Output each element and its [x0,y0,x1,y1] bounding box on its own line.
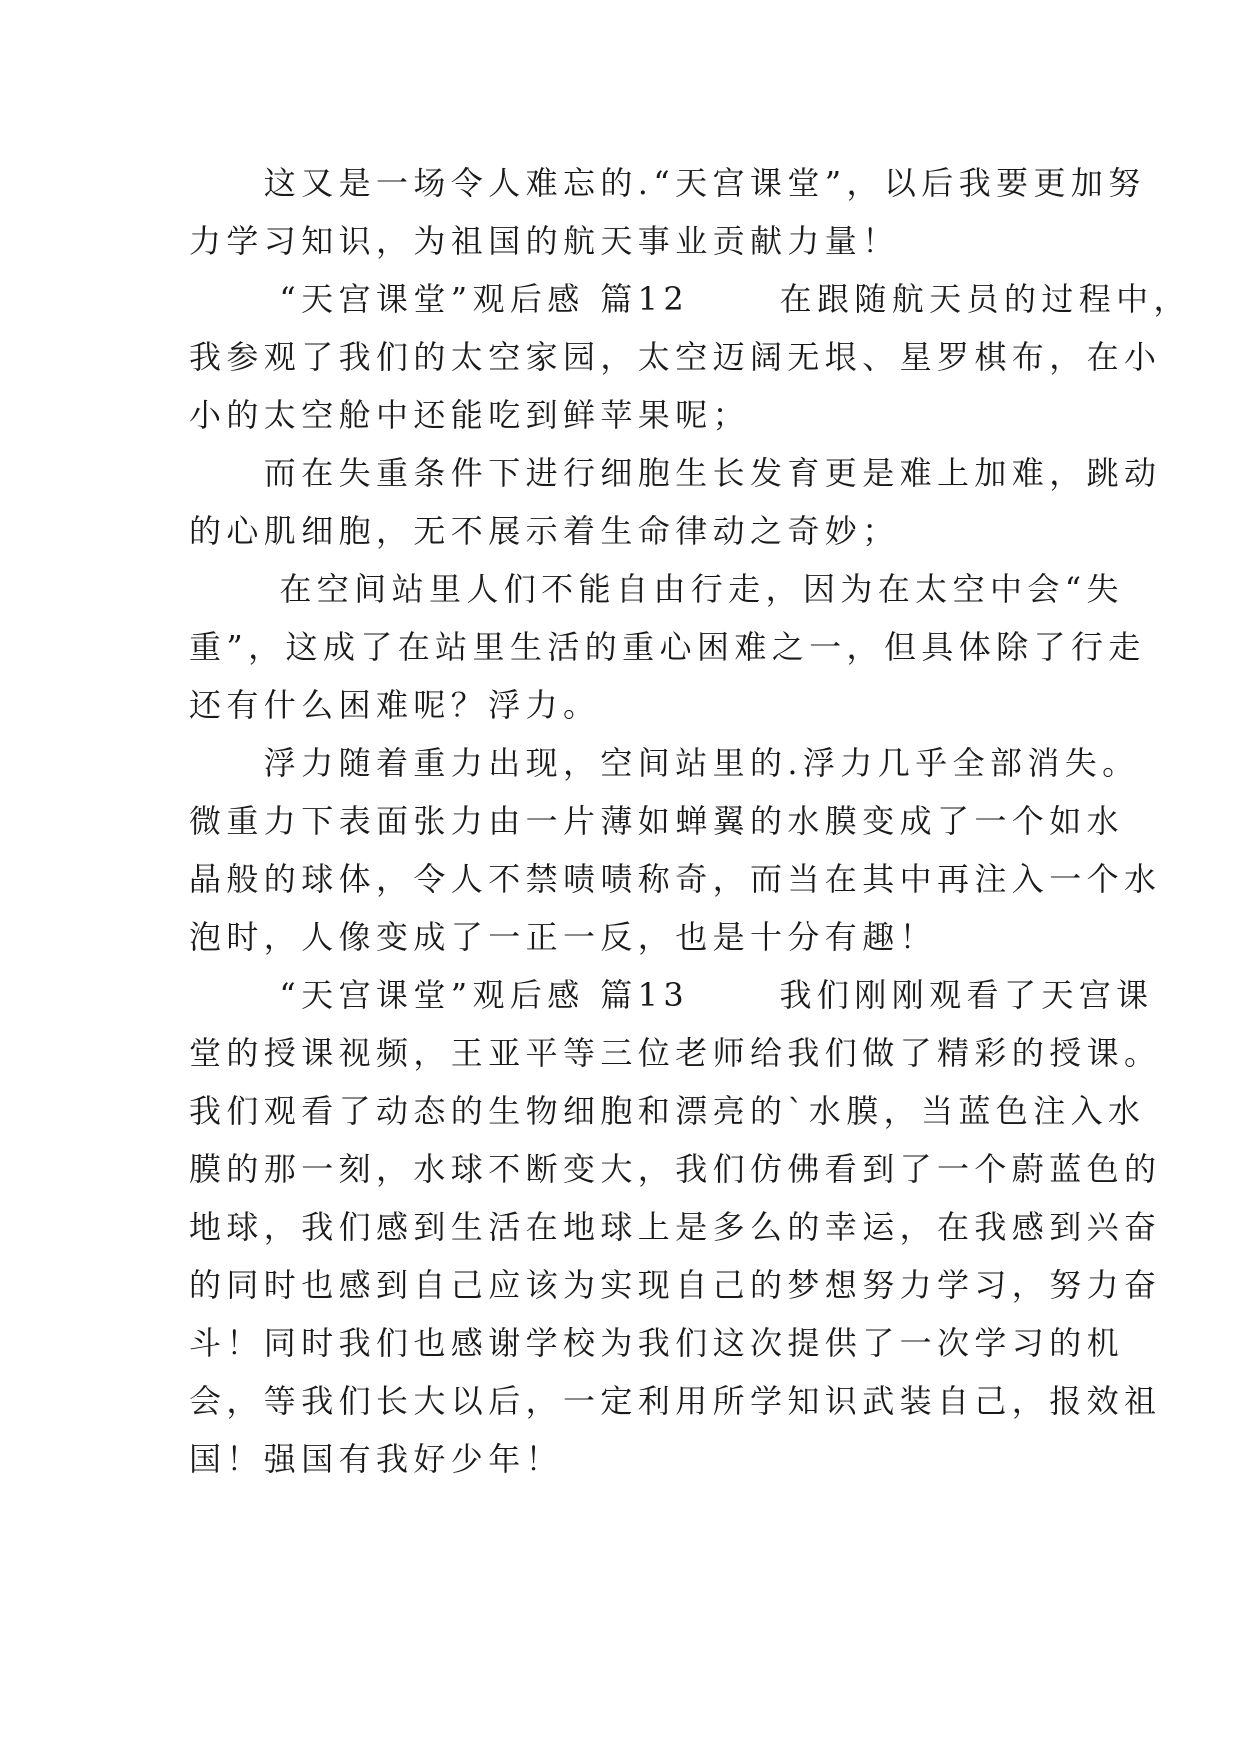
text-line: 膜的那一刻，水球不断变大，我们仿佛看到了一个蔚蓝色的 [189,1150,1162,1188]
text-line: 小的太空舱中还能吃到鲜苹果呢； [189,396,751,434]
text-line: 我们观看了动态的生物细胞和漂亮的`水膜，当蓝色注入水 [189,1092,1146,1130]
text-line: 地球，我们感到生活在地球上是多么的幸运，在我感到兴奋 [189,1208,1162,1246]
text-line: 浮力随着重力出现，空间站里的.浮力几乎全部消失。 [189,744,1140,782]
text-line: 而在失重条件下进行细胞生长发育更是难上加难，跳动 [189,454,1162,492]
text-line: 力学习知识，为祖国的航天事业贡献力量！ [189,222,900,260]
text-line: 晶般的球体，令人不禁啧啧称奇，而当在其中再注入一个水 [189,860,1162,898]
text-line: 的同时也感到自己应该为实现自己的梦想努力学习，努力奋 [189,1266,1162,1304]
text-line: 这又是一场令人难忘的.“天宫课堂”，以后我要更加努 [189,164,1146,202]
text-line: 堂的授课视频，王亚平等三位老师给我们做了精彩的授课。 [189,1034,1162,1072]
text-line: 我参观了我们的太空家园，太空迈阔无垠、星罗棋布，在小 [189,338,1162,376]
text-line: 重”，这成了在站里生活的重心困难之一，但具体除了行走 [189,628,1146,666]
text-line: 国！强国有我好少年！ [189,1440,564,1478]
text-line: 会，等我们长大以后，一定利用所学知识武装自己，报效祖 [189,1382,1162,1420]
text-line: 的心肌细胞，无不展示着生命律动之奇妙； [189,512,900,550]
section-heading-line: “天宫课堂”观后感 篇13 我们刚刚观看了天宫课 [189,976,1154,1014]
text-line: 在空间站里人们不能自由行走，因为在太空中会“失 [189,570,1124,608]
section-heading-line: “天宫课堂”观后感 篇12 在跟随航天员的过程中， [189,280,1191,318]
text-line: 斗！同时我们也感谢学校为我们这次提供了一次学习的机 [189,1324,1125,1362]
text-line: 泡时，人像变成了一正一反，也是十分有趣！ [189,918,938,956]
text-line: 还有什么困难呢？浮力。 [189,686,601,724]
text-line: 微重力下表面张力由一片薄如蝉翼的水膜变成了一个如水 [189,802,1125,840]
